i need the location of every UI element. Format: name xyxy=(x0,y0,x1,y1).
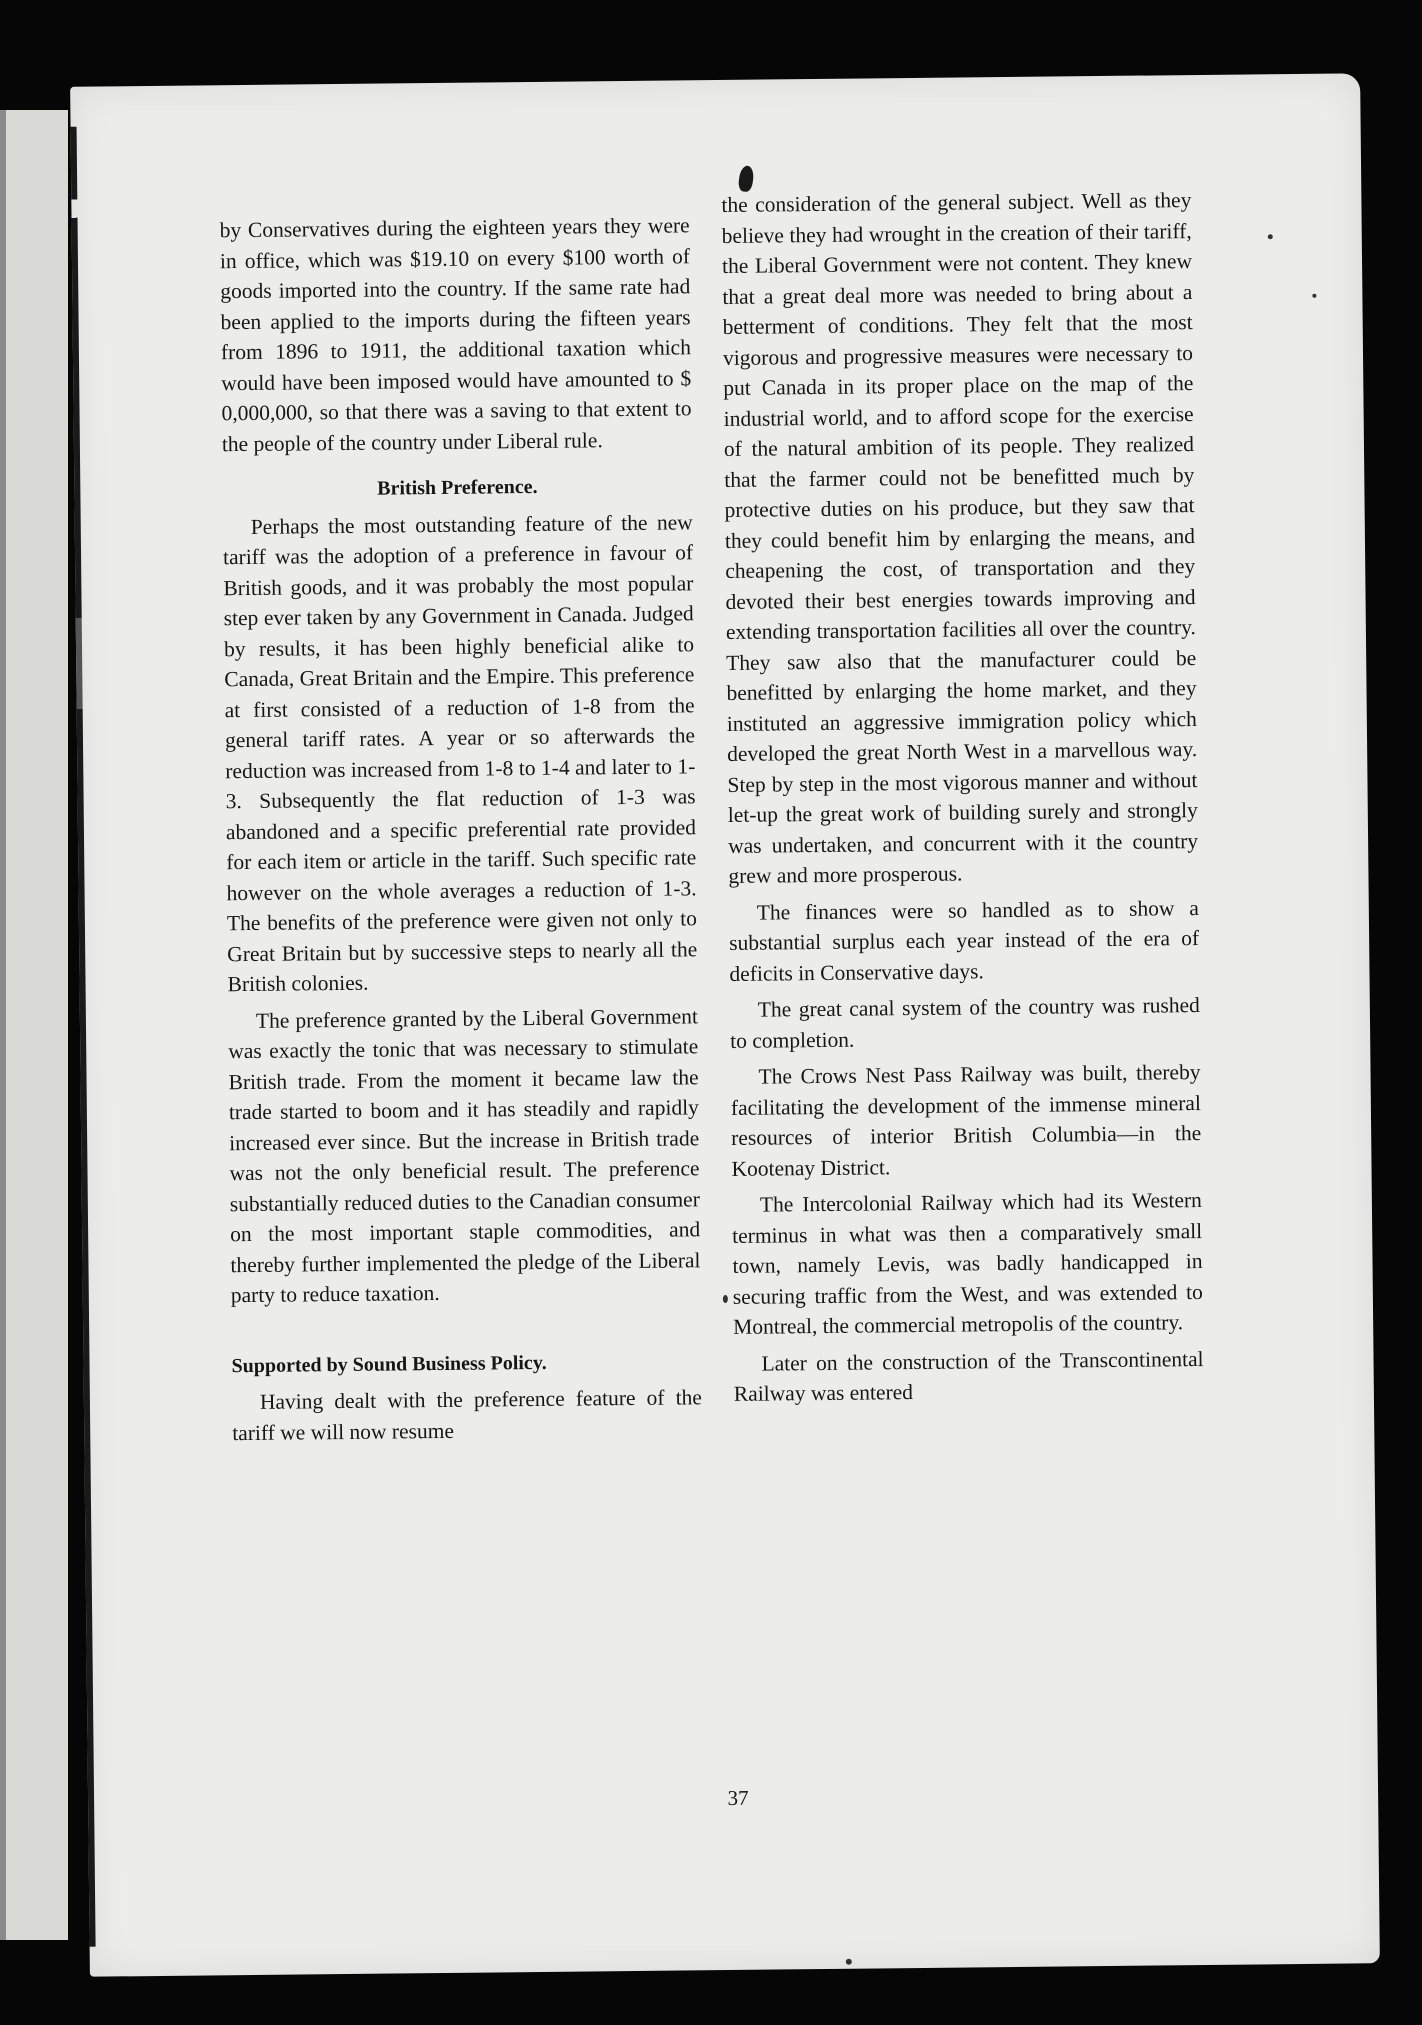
right-text-column xyxy=(721,185,1204,1409)
canal-paragraph: The great canal system of the country was rushed to completion. xyxy=(730,993,1200,1053)
business-paragraph: Having dealt with the preference feature of the tariff we will now resume xyxy=(232,1385,703,1445)
section-heading-business-policy: Supported by Sound Business Policy. xyxy=(231,1351,547,1377)
page-number: 37 xyxy=(727,1785,749,1811)
preference-paragraph-2: The preference granted by the Liberal Government was exactly the tonic that was necessary to stimulate British trade. From the moment it became law the trade started to boom and it has steadily and rapidly increased ever since. But the increase in British trade was not the only beneficial result. The preference substantially reduced duties to the Canadian consumer on the most important staple commodities, and thereby further implemented the pledge of the Liberal party to reduce taxation. xyxy=(228,1003,701,1308)
printer-ornament-icon xyxy=(738,165,755,193)
scan-speck xyxy=(723,1295,728,1303)
transcontinental-paragraph: Later on the construction of the Transcontinental Railway was entered xyxy=(733,1346,1204,1406)
section-heading-british-preference: British Preference. xyxy=(377,475,538,500)
crows-nest-paragraph: The Crows Nest Pass Railway was built, thereby facilitating the development of the immense mineral resources of interior British Columbia—in the Kootenay District. xyxy=(730,1060,1202,1181)
adjacent-page-shadow xyxy=(0,110,6,1940)
scan-speck xyxy=(1312,294,1316,298)
preference-paragraph-1: Perhaps the most outstanding feature of the new tariff was the adoption of a preference in favour of British goods, and it was probably the most popular step ever taken by any Government in Canada. Judged by results, it has been highly beneficial alike to Canada, Great Britain and the Empire. This preference at first consisted of a reduction of 1-8 from the general tariff rates. A year or so afterwards the reduction was increased from 1-8 to 1-4 and later to 1-3. Subsequently the flat reduction of 1-3 was abandoned and a specific preferential rate provided for each item or article in the tariff. Such specific rate however on the whole averages a reduction of 1-3. The benefits of the preference were given not only to Great Britain but by successive steps to nearly all the British colonies. xyxy=(222,509,698,997)
scan-speck xyxy=(1268,234,1273,239)
adjacent-page-edge xyxy=(0,110,68,1940)
finances-paragraph: The finances were so handled as to show a substantial surplus each year instead of the era of deficits in Conservative days. xyxy=(729,895,1200,986)
intercolonial-paragraph: The Intercolonial Railway which had its Western terminus in what was then a comparatively small town, namely Levis, was badly handicapped in securing traffic from the West, and was extended to Montreal, the commercial metropolis of the country. xyxy=(732,1188,1203,1339)
tariff-continuation-paragraph: the consideration of the general subject. Well as they believe they had wrought in the creation of their tariff, the Liberal Government were not content. They knew that a great deal more was needed to bring about a betterment of conditions. They felt that the most vigorous and progressive measures were necessary to put Canada in its proper place on the map of the industrial world, and to afford scope for the exercise of the natural ambition of its people. They realized that the farmer could not be benefitted much by protective duties on his produce, but they saw that they could benefit him by enlarging the means, and cheapening the cost, of transportation and they devoted their best energies towards improving and extending transportation facilities all over the country. They saw also that the manufacturer could be benefitted by enlarging the home market, and they instituted an aggressive immigration policy which developed the great North West in a marvellous way. Step by step in the most vigorous manner and without let-up the great work of building surely and strongly was undertaken, and concurrent with it the country grew and more prosperous. xyxy=(721,188,1199,888)
page-binding-edge xyxy=(71,127,96,1947)
scanned-page xyxy=(70,73,1380,1976)
left-text-column xyxy=(219,210,702,1448)
intro-paragraph: by Conservatives during the eighteen years they were in office, which was $19.10 on every $100 worth of goods imported into the country. If the same rate had been applied to the imports during the fifteen years from 1896 to 1911, the additional taxation which would have been imposed would have amounted to $ 0,000,000, so that there was a saving to that extent to the people of the country under Liberal rule. xyxy=(219,213,692,456)
scan-speck xyxy=(846,1959,852,1965)
